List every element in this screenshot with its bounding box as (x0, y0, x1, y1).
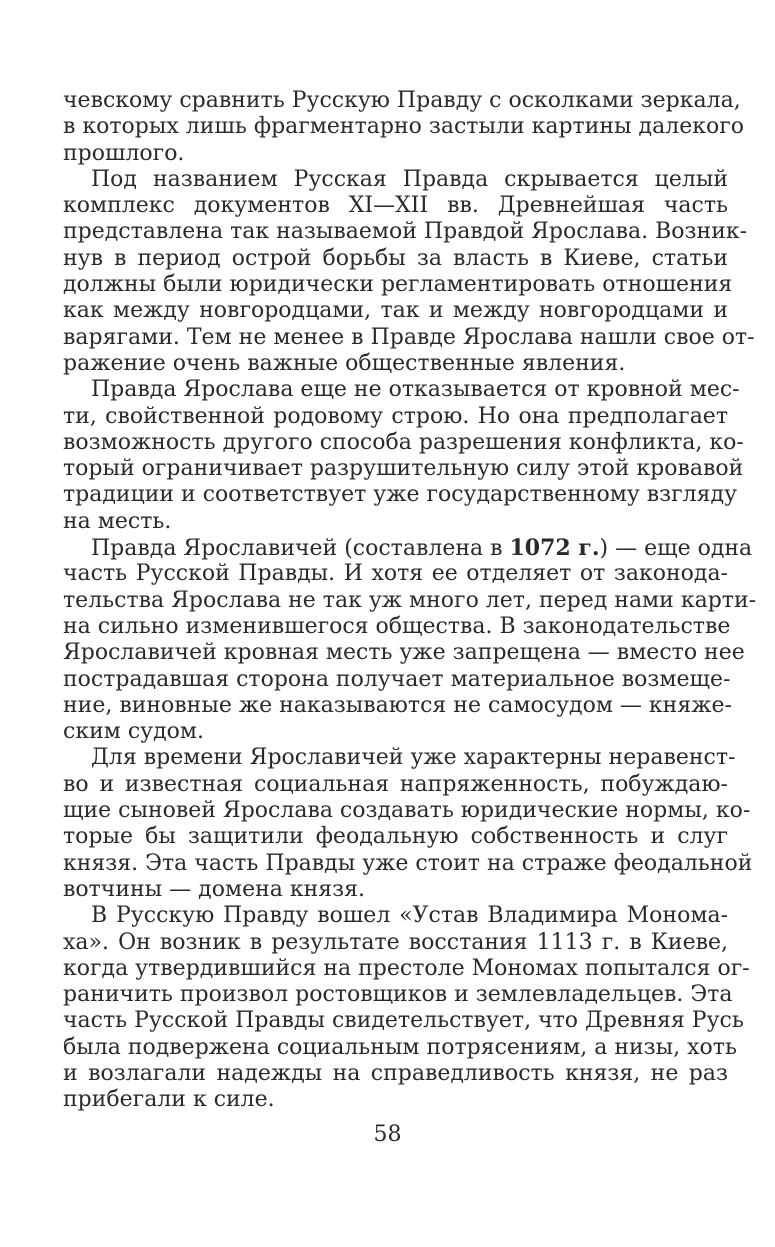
text-line: раничить произвол ростовщиков и землевладельцев. Эта (63, 982, 733, 1008)
text-line: была подвержена социальным потрясениям, а низы, хоть (63, 1034, 737, 1060)
text-line: как между новгородцами, так и между новгородцами и (63, 298, 728, 324)
text-line: ние, виновные же наказываются не самосудом — княже- (63, 692, 732, 718)
text-line: В Русскую Правду вошел «Устав Владимира Монома- (91, 903, 728, 929)
text-line: вотчины — домена князя. (63, 876, 366, 902)
text-line: ти, свойственной родовому строю. Но она предполагает (63, 403, 728, 429)
text-line: ражение очень важные общественные явления. (63, 350, 626, 376)
text-line: князя. Эта часть Правды уже стоит на страже феодальной (63, 850, 753, 876)
text-line: в которых лишь фрагментарно застыли картины далекого (63, 114, 744, 140)
text-line: тельства Ярослава не так уж много лет, перед нами карти- (63, 587, 757, 613)
text-line: когда утвердившийся на престоле Мономах попытался ог- (63, 955, 750, 981)
text-line: представлена так называемой Правдой Ярослава. Возник- (63, 219, 748, 245)
text-line: комплекс документов XI—XII вв. Древнейшая часть (63, 193, 728, 219)
text-line: традиции и соответствует уже государственному взгляду (63, 482, 738, 508)
paragraph (63, 903, 750, 1113)
body-text (63, 88, 757, 1114)
text-line: ским судом. (63, 719, 205, 745)
text-line: торый ограничивает разрушительную силу этой кровавой (63, 456, 744, 482)
text-line: Под названием Русская Правда скрывается целый (91, 166, 728, 192)
paragraph (63, 88, 744, 167)
text-line: Правда Ярослава еще не отказывается от кровной мес- (91, 377, 740, 403)
text-line: часть Русской Правды. И хотя ее отделяет от законода- (63, 561, 728, 587)
paragraph (63, 166, 755, 377)
text-line: варягами. Тем не менее в Правде Ярослава нашли свое от- (63, 324, 755, 350)
page-number: 58 (373, 1122, 402, 1147)
bold-date: 1072 г. (509, 535, 600, 562)
text-line: во и известная социальная напряженность, побуждаю- (63, 771, 728, 797)
text-line: прибегали к силе. (63, 1087, 275, 1113)
paragraph (63, 745, 753, 903)
text-line: возможность другого способа разрешения конфликта, ко- (63, 429, 744, 455)
text-line: Правда Ярославичей (составлена в 1072 г.) — еще одна (91, 535, 753, 562)
text-line: пострадавшая сторона получает материальное возмеще- (63, 666, 731, 692)
paragraph (63, 377, 744, 535)
text-line: щие сыновей Ярослава создавать юридические нормы, ко- (63, 798, 751, 824)
text-line: Ярославичей кровная месть уже запрещена — вместо нее (63, 640, 745, 666)
text-line: прошлого. (63, 140, 185, 166)
text-line: торые бы защитили феодальную собственность и слуг (63, 824, 728, 850)
text-line: на сильно изменившегося общества. В законодательстве (63, 613, 731, 639)
text-line: чевскому сравнить Русскую Правду с осколками зеркала, (63, 88, 741, 113)
text-line: Для времени Ярославичей уже характерны неравенст- (91, 745, 736, 771)
text-line: должны были юридически регламентировать отношения (63, 272, 733, 298)
text-line: нув в период острой борьбы за власть в Киеве, статьи (63, 245, 728, 271)
text-line: и возлагали надежды на справедливость князя, не раз (63, 1060, 728, 1086)
text-line: на месть. (63, 508, 172, 534)
paragraph (63, 535, 757, 745)
text-line: часть Русской Правды свидетельствует, что Древняя Русь (63, 1008, 744, 1034)
text-line: ха». Он возник в результате восстания 1113 г. в Киеве, (63, 929, 728, 955)
